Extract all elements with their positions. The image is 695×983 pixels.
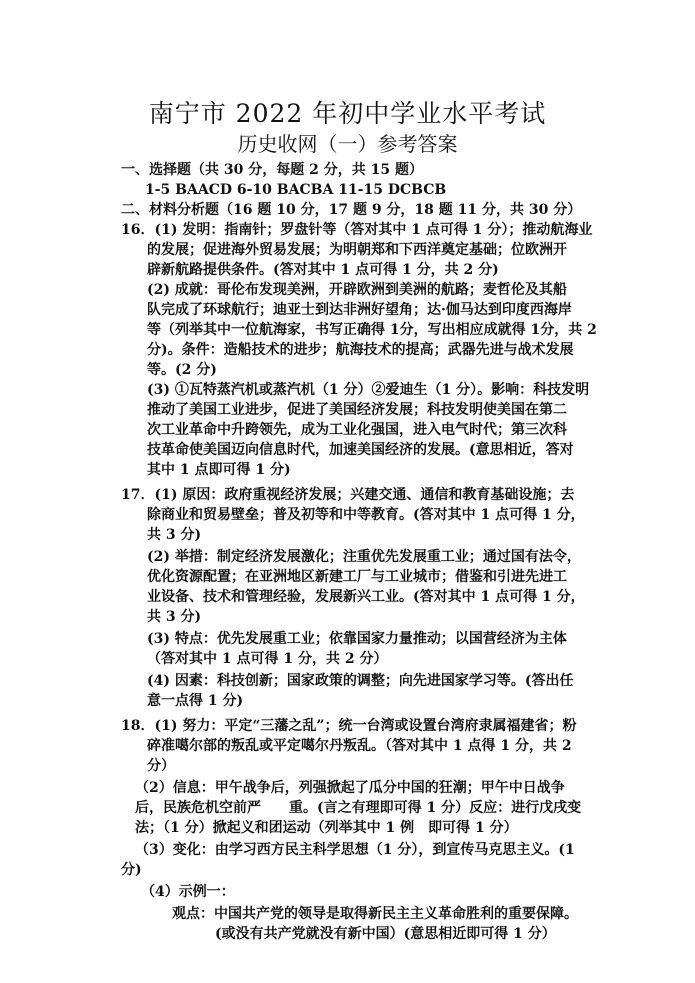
text-line: 的发展；促进海外贸易发展；为明朝郑和下西洋奠定基础；位欧洲开: [147, 242, 567, 258]
text-line: 分)。条件：造船技术的进步；航海技术的提高；武器先进与战术发展: [147, 342, 574, 358]
text-line: (4) 因素：科技创新；国家政策的调整；向先进国家学习等。(答出任: [147, 673, 574, 689]
text-line: (或没有共产党就没有新中国）(意思相近即可得 1 分）: [215, 926, 556, 942]
section-heading-material: 二、材料分析题（16 题 10 分，17 题 9 分，18 题 11 分，共 30 分）: [121, 202, 582, 218]
text-line: 优化资源配置；在亚洲地区新建工厂与工业城市；借鉴和引进先进工: [147, 569, 567, 585]
text-line: 其中 1 点即可得 1 分): [147, 462, 291, 478]
text-line: 共 3 分): [147, 527, 202, 543]
text-line: 后，民族危机空前严 重。(言之有理即可得 1 分）反应：进行戊戌变: [135, 800, 582, 816]
text-line: （答对其中 1 点可得 1 分，共 2 分）: [147, 651, 388, 667]
text-line: 队完成了环球航行；迪亚士到达非洲好望角；达·伽马达到印度西海岸: [147, 302, 572, 318]
text-line: （2）信息：甲午战争后，列强掀起了瓜分中国的狂潮；甲午中日战争: [135, 780, 565, 796]
text-line: (3) ①瓦特蒸汽机或蒸汽机（1 分）②爱迪生（1 分）。影响：科技发明: [147, 382, 590, 398]
page-subtitle: 历史收网（一）参考答案: [237, 132, 458, 156]
text-line: 共 3 分): [147, 609, 202, 625]
text-line: 等。(2 分): [147, 362, 217, 378]
section-heading-choice: 一、选择题（共 30 分，每题 2 分，共 15 题）: [121, 162, 423, 178]
text-line: 17．(1) 原因：政府重视经济发展；兴建交通、通信和教育基础设施；去: [121, 487, 575, 503]
text-line: 18．(1) 努力：平定“三藩之乱”；统一台湾或设置台湾府隶属福建省；粉: [121, 718, 577, 734]
text-line: 等（列举其中一位航海家，书写正确得 1分，写出相应成就得 1分，共 2: [147, 322, 597, 338]
text-line: 除商业和贸易壁垒；普及初等和中等教育。(答对其中 1 点可得 1 分，: [147, 507, 585, 523]
text-line: 业设备、技术和管理经验，发展新兴工业。(答对其中 1 点可得 1 分，: [147, 589, 585, 605]
text-line: 16．(1) 发明：指南针；罗盘针等（答对其中 1 点可得 1 分）；推动航海业: [121, 222, 593, 238]
text-line: 次工业革命中升跨领先，成为工业化强国，进入电气时代；第三次科: [147, 422, 567, 438]
text-line: 推动了美国工业进步，促进了美国经济发展；科技发明使美国在第二: [147, 402, 567, 418]
choice-answers: 1-5 BAACD 6-10 BACBA 11-15 DCBCB: [145, 182, 447, 198]
text-line: 碎准噶尔部的叛乱或平定噶尔丹叛乱。（答对其中 1 点得 1 分，共 2: [147, 738, 572, 754]
text-line: 辟新航路提供条件。(答对其中 1 点可得 1 分，共 2 分): [147, 262, 499, 278]
text-line: 法；（1 分）掀起义和团运动（列举其中 1 例 即可得 1 分）: [135, 820, 518, 836]
text-line: 分): [121, 862, 142, 878]
text-line: 分）: [147, 758, 175, 774]
text-line: 技革命使美国迈向信息时代，加速美国经济的发展。(意思相近，答对: [147, 442, 574, 458]
text-line: 观点：中国共产党的领导是取得新民主主义革命胜利的重要保障。: [172, 906, 578, 922]
text-line: (2) 成就：哥伦布发现美洲，开辟欧洲到美洲的航路；麦哲伦及其船: [147, 282, 567, 298]
text-line: (2) 举措：制定经济发展激化；注重优先发展重工业；通过国有法令，: [147, 549, 581, 565]
text-line: 意一点得 1 分): [147, 693, 244, 709]
text-line: （4）示例一：: [141, 884, 235, 900]
text-line: （3）变化：由学习西方民主科学思想（1 分），到宣传马克思主义。(1: [135, 842, 575, 858]
text-line: (3) 特点：优先发展重工业；依靠国家力量推动；以国营经济为主体: [147, 631, 567, 647]
page-title: 南宁市 2022 年初中学业水平考试: [148, 99, 547, 128]
